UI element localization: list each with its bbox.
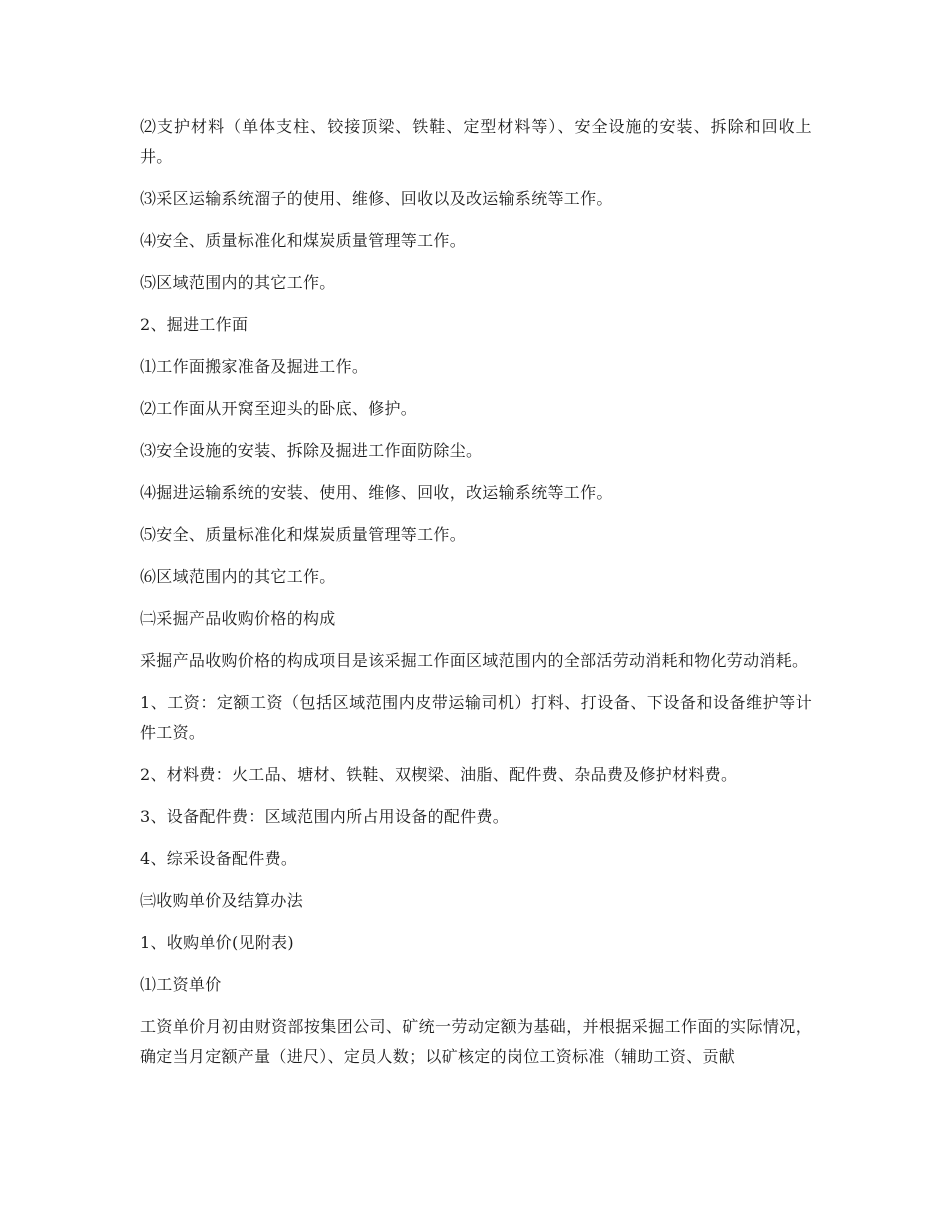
paragraph-fully-mechanized-parts: 4、综采设备配件费。 [140, 849, 298, 868]
paragraph-excavation-repair: ⑵工作面从开窝至迎头的卧底、修护。 [140, 399, 418, 418]
paragraph-materials: 2、材料费：火工品、塘材、铁鞋、双楔梁、油脂、配件费、杂品费及修护材料费。 [140, 765, 738, 784]
paragraph-excavation-transport: ⑷掘进运输系统的安装、使用、维修、回收，改运输系统等工作。 [140, 483, 613, 502]
paragraph-excavation-other: ⑹区域范围内的其它工作。 [140, 567, 336, 586]
paragraph-transport-system: ⑶采区运输系统溜子的使用、维修、回收以及改运输系统等工作。 [140, 189, 613, 208]
paragraph-safety-quality: ⑷安全、质量标准化和煤炭质量管理等工作。 [140, 231, 467, 250]
section-heading-unit-price: ㈢收购单价及结算办法 [140, 891, 304, 910]
section-heading-price-composition: ㈡采掘产品收购价格的构成 [140, 609, 336, 628]
paragraph-wages: 1、工资：定额工资（包括区域范围内皮带运输司机）打料、打设备、下设备和设备维护等计件工资。 [140, 693, 812, 742]
heading-excavation-face: 2、掘进工作面 [140, 315, 249, 334]
paragraph-other-work: ⑸区域范围内的其它工作。 [140, 273, 336, 292]
paragraph-unit-price: 1、收购单价(见附表) [140, 933, 294, 952]
paragraph-excavation-prep: ⑴工作面搬家准备及掘进工作。 [140, 357, 369, 376]
paragraph-excavation-quality: ⑸安全、质量标准化和煤炭质量管理等工作。 [140, 525, 467, 544]
document-body [140, 112, 812, 1084]
paragraph-equipment-parts: 3、设备配件费：区域范围内所占用设备的配件费。 [140, 807, 510, 826]
paragraph-excavation-safety: ⑶安全设施的安装、拆除及掘进工作面防除尘。 [140, 441, 483, 460]
paragraph-support-materials: ⑵支护材料（单体支柱、铰接顶梁、铁鞋、定型材料等）、安全设施的安装、拆除和回收上井。 [140, 117, 812, 166]
paragraph-wage-unit-price: ⑴工资单价 [140, 975, 222, 994]
paragraph-wage-unit-price-detail: 工资单价月初由财资部按集团公司、矿统一劳动定额为基础，并根据采掘工作面的实际情况，确定当月定额产量（进尺）、定员人数；以矿核定的岗位工资标准（辅助工资、贡献 [140, 1017, 812, 1066]
paragraph-price-composition: 采掘产品收购价格的构成项目是该采掘工作面区域范围内的全部活劳动消耗和物化劳动消耗。 [140, 651, 809, 670]
